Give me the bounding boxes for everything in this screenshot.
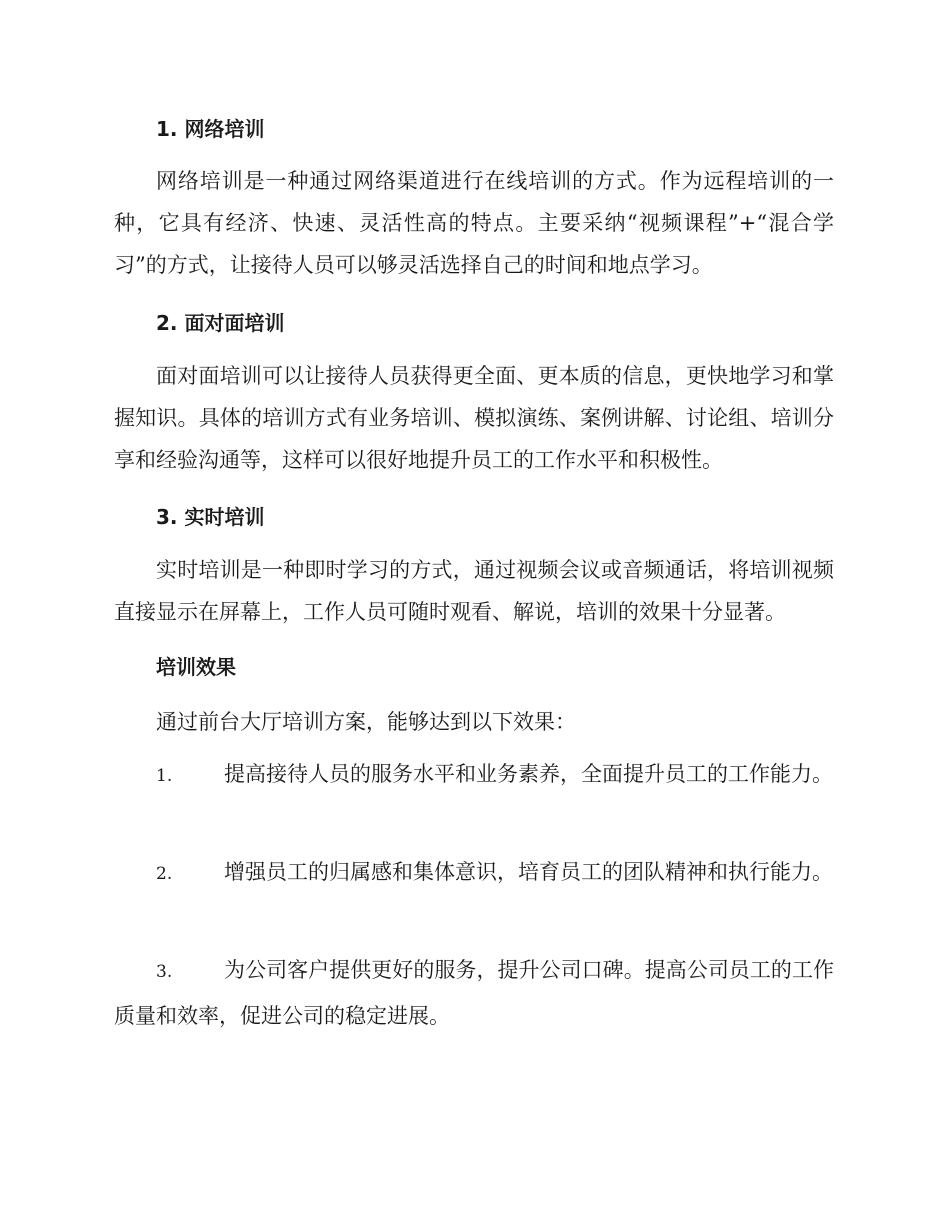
list-item-text: 提高接待人员的服务水平和业务素养，全面提升员工的工作能力。: [224, 762, 833, 786]
list-item-text: 为公司客户提供更好的服务，提升公司口碑。提高公司员工的工作质量和效率，促进公司的稳定进展。: [114, 958, 834, 1028]
effects-intro: 通过前台大厅培训方案，能够达到以下效果：: [156, 710, 576, 734]
section-paragraph-face-to-face-training: 面对面培训可以让接待人员获得更全面、更本质的信息，更快地学习和掌握知识。具体的培训方式有业务培训、模拟演练、案例讲解、讨论组、培训分享和经验沟通等，这样可以很好地提升员工的工作水平和积极性。: [114, 364, 834, 472]
effects-list-item: [114, 850, 834, 896]
section-heading-realtime-training: 3. 实时培训: [156, 505, 265, 529]
effects-heading: 培训效果: [156, 655, 236, 679]
section-paragraph-realtime-training: 实时培训是一种即时学习的方式，通过视频会议或音频通话，将培训视频直接显示在屏幕上，工作人员可随时观看、解说，培训的效果十分显著。: [114, 558, 834, 624]
effects-list-item: [114, 948, 834, 1038]
section-paragraph-network-training: 网络培训是一种通过网络渠道进行在线培训的方式。作为远程培训的一种，它具有经济、快速、灵活性高的特点。主要采纳“视频课程”+“混合学习”的方式，让接待人员可以够灵活选择自己的时间和地点学习。: [114, 169, 834, 277]
section-heading-face-to-face-training: 2. 面对面培训: [156, 311, 285, 335]
effects-list-item: [114, 752, 834, 798]
list-item-number: 3.: [156, 962, 173, 982]
section-heading-network-training: 1. 网络培训: [156, 117, 265, 141]
list-item-number: 1.: [156, 766, 173, 786]
list-item-text: 增强员工的归属感和集体意识，培育员工的团队精神和执行能力。: [224, 860, 833, 884]
list-item-number: 2.: [156, 864, 173, 884]
